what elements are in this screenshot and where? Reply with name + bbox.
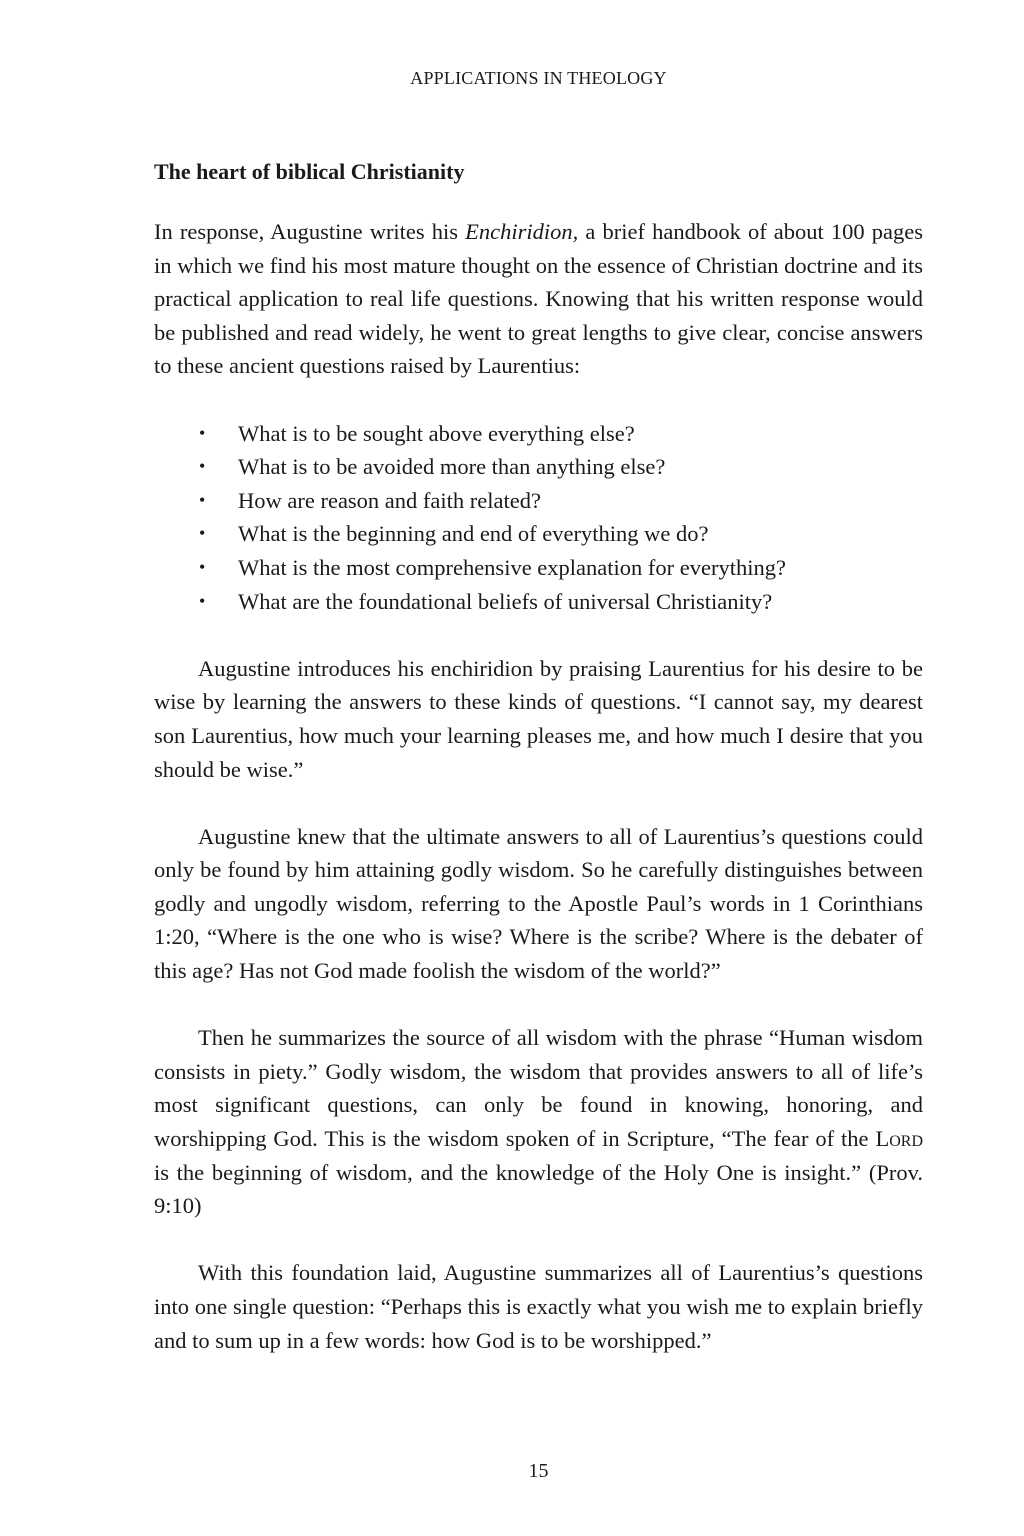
paragraph-godly-wisdom: Augustine knew that the ultimate answers to all of Laurentius’s questions could only be found by him attaining godly wisdom. So he carefully distinguishes between godly and ungodly wisdom, referring to the Apostle Paul’s words in 1 Corinthians 1:20, “Where is the one who is wise? Where is the scribe? Where is the debater of this age? Has not God made foolish the wisdom of the world?” (154, 823, 923, 984)
bullet-icon: • (199, 489, 206, 510)
question-item: • How are reason and faith related? (154, 484, 923, 518)
bullet-icon: • (199, 590, 206, 611)
question-item: • What are the foundational beliefs of universal Christianity? (154, 585, 923, 619)
question-item: • What is to be avoided more than anything else? (154, 450, 923, 484)
bullet-icon: • (199, 523, 206, 544)
bullet-icon: • (199, 556, 206, 577)
intro-rest: a brief handbook of about 100 pages in which we find his most mature thought on the essence of Christian doctrine and its practical application to real life questions. Knowing that his written response would be published and read widely, he went to great lengths to give clear, concise answers to these ancient questions raised by Laurentius: (154, 219, 924, 379)
intro-paragraph (154, 215, 923, 383)
book-title: Enchiridion, (465, 219, 579, 244)
section-heading: The heart of biblical Christianity (154, 159, 465, 184)
bullet-icon: • (199, 456, 206, 477)
book-page (154, 0, 923, 1536)
paragraph-praise: Augustine introduces his enchiridion by praising Laurentius for his desire to be wise by learning the answers to these kinds of questions. “I cannot say, my dearest son Laurentius, how much your learning pleases me, and how much I desire that you should be wise.” (154, 655, 923, 782)
bullet-icon: • (199, 422, 206, 443)
spacer (154, 618, 923, 652)
question-item: • What is the most comprehensive explanation for everything? (154, 551, 923, 585)
page-number: 15 (528, 1460, 549, 1482)
question-list (154, 417, 923, 619)
spacer (154, 786, 923, 820)
spacer (154, 383, 923, 417)
question-item: • What is the beginning and end of everything we do? (154, 517, 923, 551)
body-text (154, 215, 923, 1357)
lord-small-caps: Lord (875, 1126, 923, 1152)
intro-lead: In response, Augustine writes his (154, 219, 466, 244)
spacer (154, 1223, 923, 1257)
paragraph-piety: Then he summarizes the source of all wisdom with the phrase “Human wisdom consists in piety.” Godly wisdom, the wisdom that provides answers to all of life’s most significant questions, can only be found in knowing, honoring, and worshipping God. This is the wisdom spoken of in Scripture, “The fear of the Lord is the beginning of wisdom, and the knowledge of the Holy One is insight.” (Prov. 9:10) (154, 1025, 923, 1219)
spacer (154, 988, 923, 1022)
question-item: • What is to be sought above everything else? (154, 417, 923, 451)
running-head: APPLICATIONS IN THEOLOGY (410, 68, 667, 88)
paragraph-summary: With this foundation laid, Augustine summarizes all of Laurentius’s questions into one single question: “Perhaps this is exactly what you wish me to explain briefly and to sum up in a few words: how God is to be worshipped.” (154, 1260, 923, 1353)
